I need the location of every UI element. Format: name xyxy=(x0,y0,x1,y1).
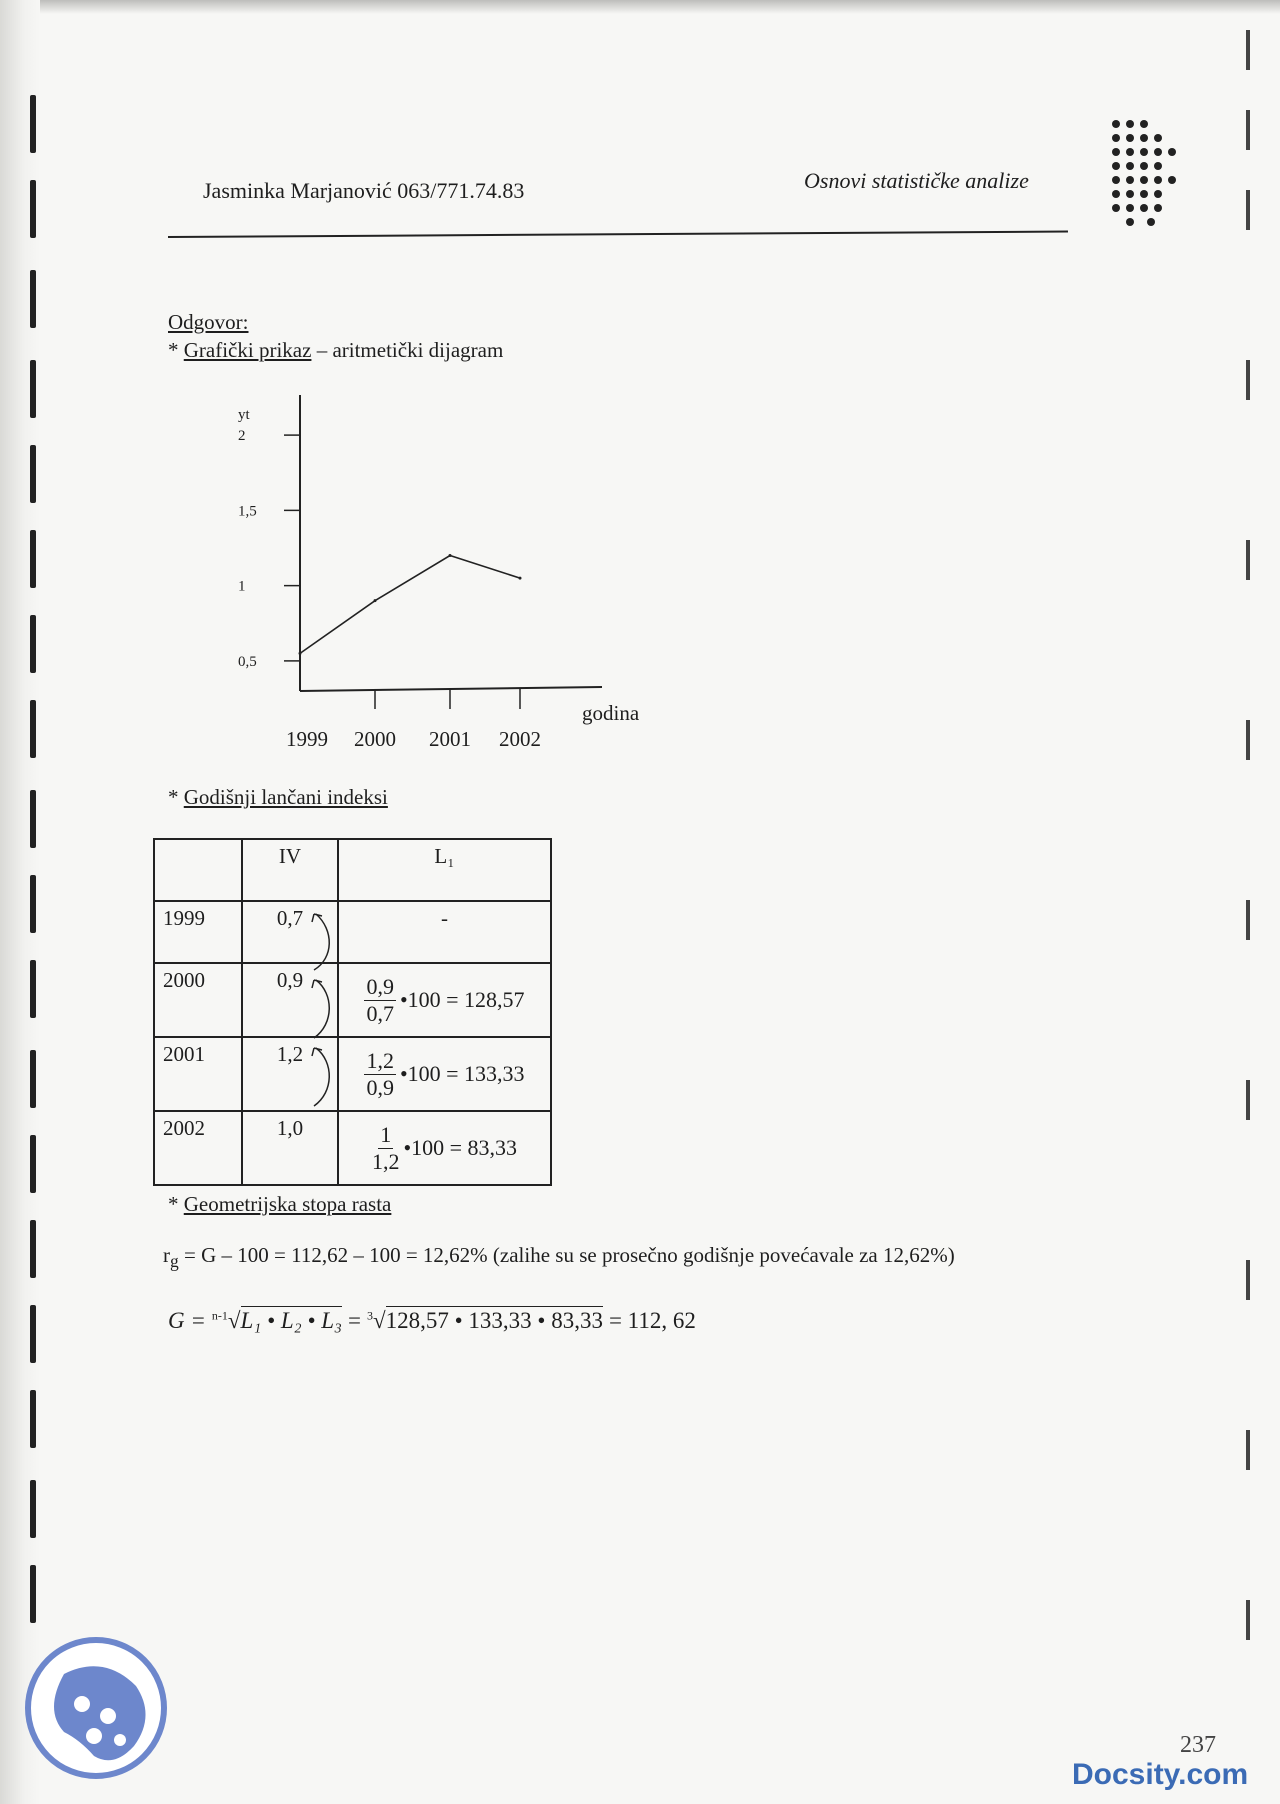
docsity-badge-icon xyxy=(24,1636,174,1786)
rg-formula-text: = G – 100 = 112,62 – 100 = 12,62% (zalihe su se prosečno godišnje povećavale za 12,62%) xyxy=(178,1243,955,1267)
publisher-dots-logo xyxy=(1108,118,1188,258)
table-row xyxy=(154,1037,551,1111)
g-lhs: G = xyxy=(168,1308,206,1333)
radicand: L₁ • L₂ • L₃ xyxy=(240,1308,342,1333)
header-cell-l1: L₁ xyxy=(338,839,551,901)
calc-result: •100 = 83,33 xyxy=(403,1135,518,1160)
year-cell: 1999 xyxy=(154,901,242,963)
header-doc-title: Osnovi statističke analize xyxy=(804,168,1029,193)
fraction xyxy=(364,974,396,1027)
l1-cell xyxy=(338,1037,551,1111)
l1-cell xyxy=(338,1111,551,1185)
header-cell-empty xyxy=(154,839,242,901)
x-tick-label: 2002 xyxy=(499,727,541,751)
series-point xyxy=(374,599,377,602)
iv-cell: 1,2 xyxy=(242,1037,338,1111)
calc-result: •100 = 133,33 xyxy=(399,1061,525,1086)
fraction-numerator: 0,9 xyxy=(366,973,394,999)
graph-heading-rest: – aritmetički dijagram xyxy=(311,338,504,362)
iv-cell: 1,0 xyxy=(242,1111,338,1185)
header-author: Jasminka Marjanović 063/771.74.83 xyxy=(203,178,525,203)
graph-heading-title: Grafički prikaz xyxy=(183,338,312,362)
fraction xyxy=(364,1048,396,1101)
fraction-numerator: 1,2 xyxy=(366,1047,394,1073)
fraction-denominator: 0,7 xyxy=(366,1000,394,1026)
fraction-numerator: 1 xyxy=(380,1121,392,1147)
geometric-heading: * Geometrijska stopa rasta xyxy=(168,1192,392,1216)
calc-result: •100 = 128,57 xyxy=(399,987,525,1012)
fraction xyxy=(372,1122,400,1175)
series-point xyxy=(519,577,522,580)
header-cell-iv: IV xyxy=(242,839,338,901)
x-tick-label: 2001 xyxy=(429,727,471,751)
g-equals: = xyxy=(347,1308,361,1333)
x-tick-label: 1999 xyxy=(286,727,328,751)
graph-heading: * Grafički prikaz – aritmetički dijagram xyxy=(168,338,504,362)
chain-index-table xyxy=(153,838,552,1186)
iv-cell: 0,7 xyxy=(242,901,338,963)
series-point xyxy=(299,652,302,655)
x-axis-label: godina xyxy=(582,701,640,725)
chain-arrows xyxy=(300,890,340,1120)
series-line xyxy=(300,556,520,654)
fraction-denominator: 1,2 xyxy=(371,1148,400,1174)
page-number: 237 xyxy=(1180,1732,1216,1758)
root-index-3: 3 xyxy=(366,1308,373,1323)
rg-subscript: g xyxy=(170,1251,179,1272)
y-axis-label: yt xyxy=(238,407,250,423)
chain-index-heading-title: Godišnji lančani indeksi xyxy=(183,785,388,809)
g-result: = 112, 62 xyxy=(608,1308,696,1333)
series-point xyxy=(449,554,452,557)
header-divider xyxy=(168,231,1068,238)
y-tick-label: 2 xyxy=(238,428,246,445)
rg-symbol: r xyxy=(163,1243,170,1267)
table-header-row xyxy=(154,839,551,901)
radicand-values: 128,57 • 133,33 • 83,33 xyxy=(385,1308,603,1333)
answer-label: Odgovor: xyxy=(168,310,249,334)
geometric-heading-title: Geometrijska stopa rasta xyxy=(183,1192,392,1216)
scan-shadow-top xyxy=(0,0,1280,14)
x-tick-label: 2000 xyxy=(354,727,396,751)
iv-cell: 0,9 xyxy=(242,963,338,1037)
table-row xyxy=(154,963,551,1037)
x-axis xyxy=(300,687,602,691)
y-tick-label: 1 xyxy=(238,578,246,595)
l1-cell xyxy=(338,963,551,1037)
fraction-denominator: 0,9 xyxy=(366,1074,394,1100)
l1-cell: - xyxy=(338,901,551,963)
table-row xyxy=(154,901,551,963)
year-cell: 2000 xyxy=(154,963,242,1037)
arithmetic-line-chart xyxy=(220,385,660,765)
table-row xyxy=(154,1111,551,1185)
chain-index-heading: * Godišnji lančani indeksi xyxy=(168,785,388,809)
y-tick-label: 0,5 xyxy=(238,653,257,670)
growth-rate-formula xyxy=(163,1243,955,1272)
year-cell: 2001 xyxy=(154,1037,242,1111)
y-ticks xyxy=(238,428,300,670)
y-tick-label: 1,5 xyxy=(238,503,257,520)
x-ticks xyxy=(286,689,541,751)
docsity-watermark: Docsity.com xyxy=(1072,1758,1249,1791)
year-cell: 2002 xyxy=(154,1111,242,1185)
root-index: n-1 xyxy=(211,1308,228,1323)
geometric-mean-formula: G = $^{n-1}$√L₁ • L₂ • L₃ = $^3$√128,57 • 133,33 • 83,33 = 112, 62 xyxy=(168,1308,696,1333)
